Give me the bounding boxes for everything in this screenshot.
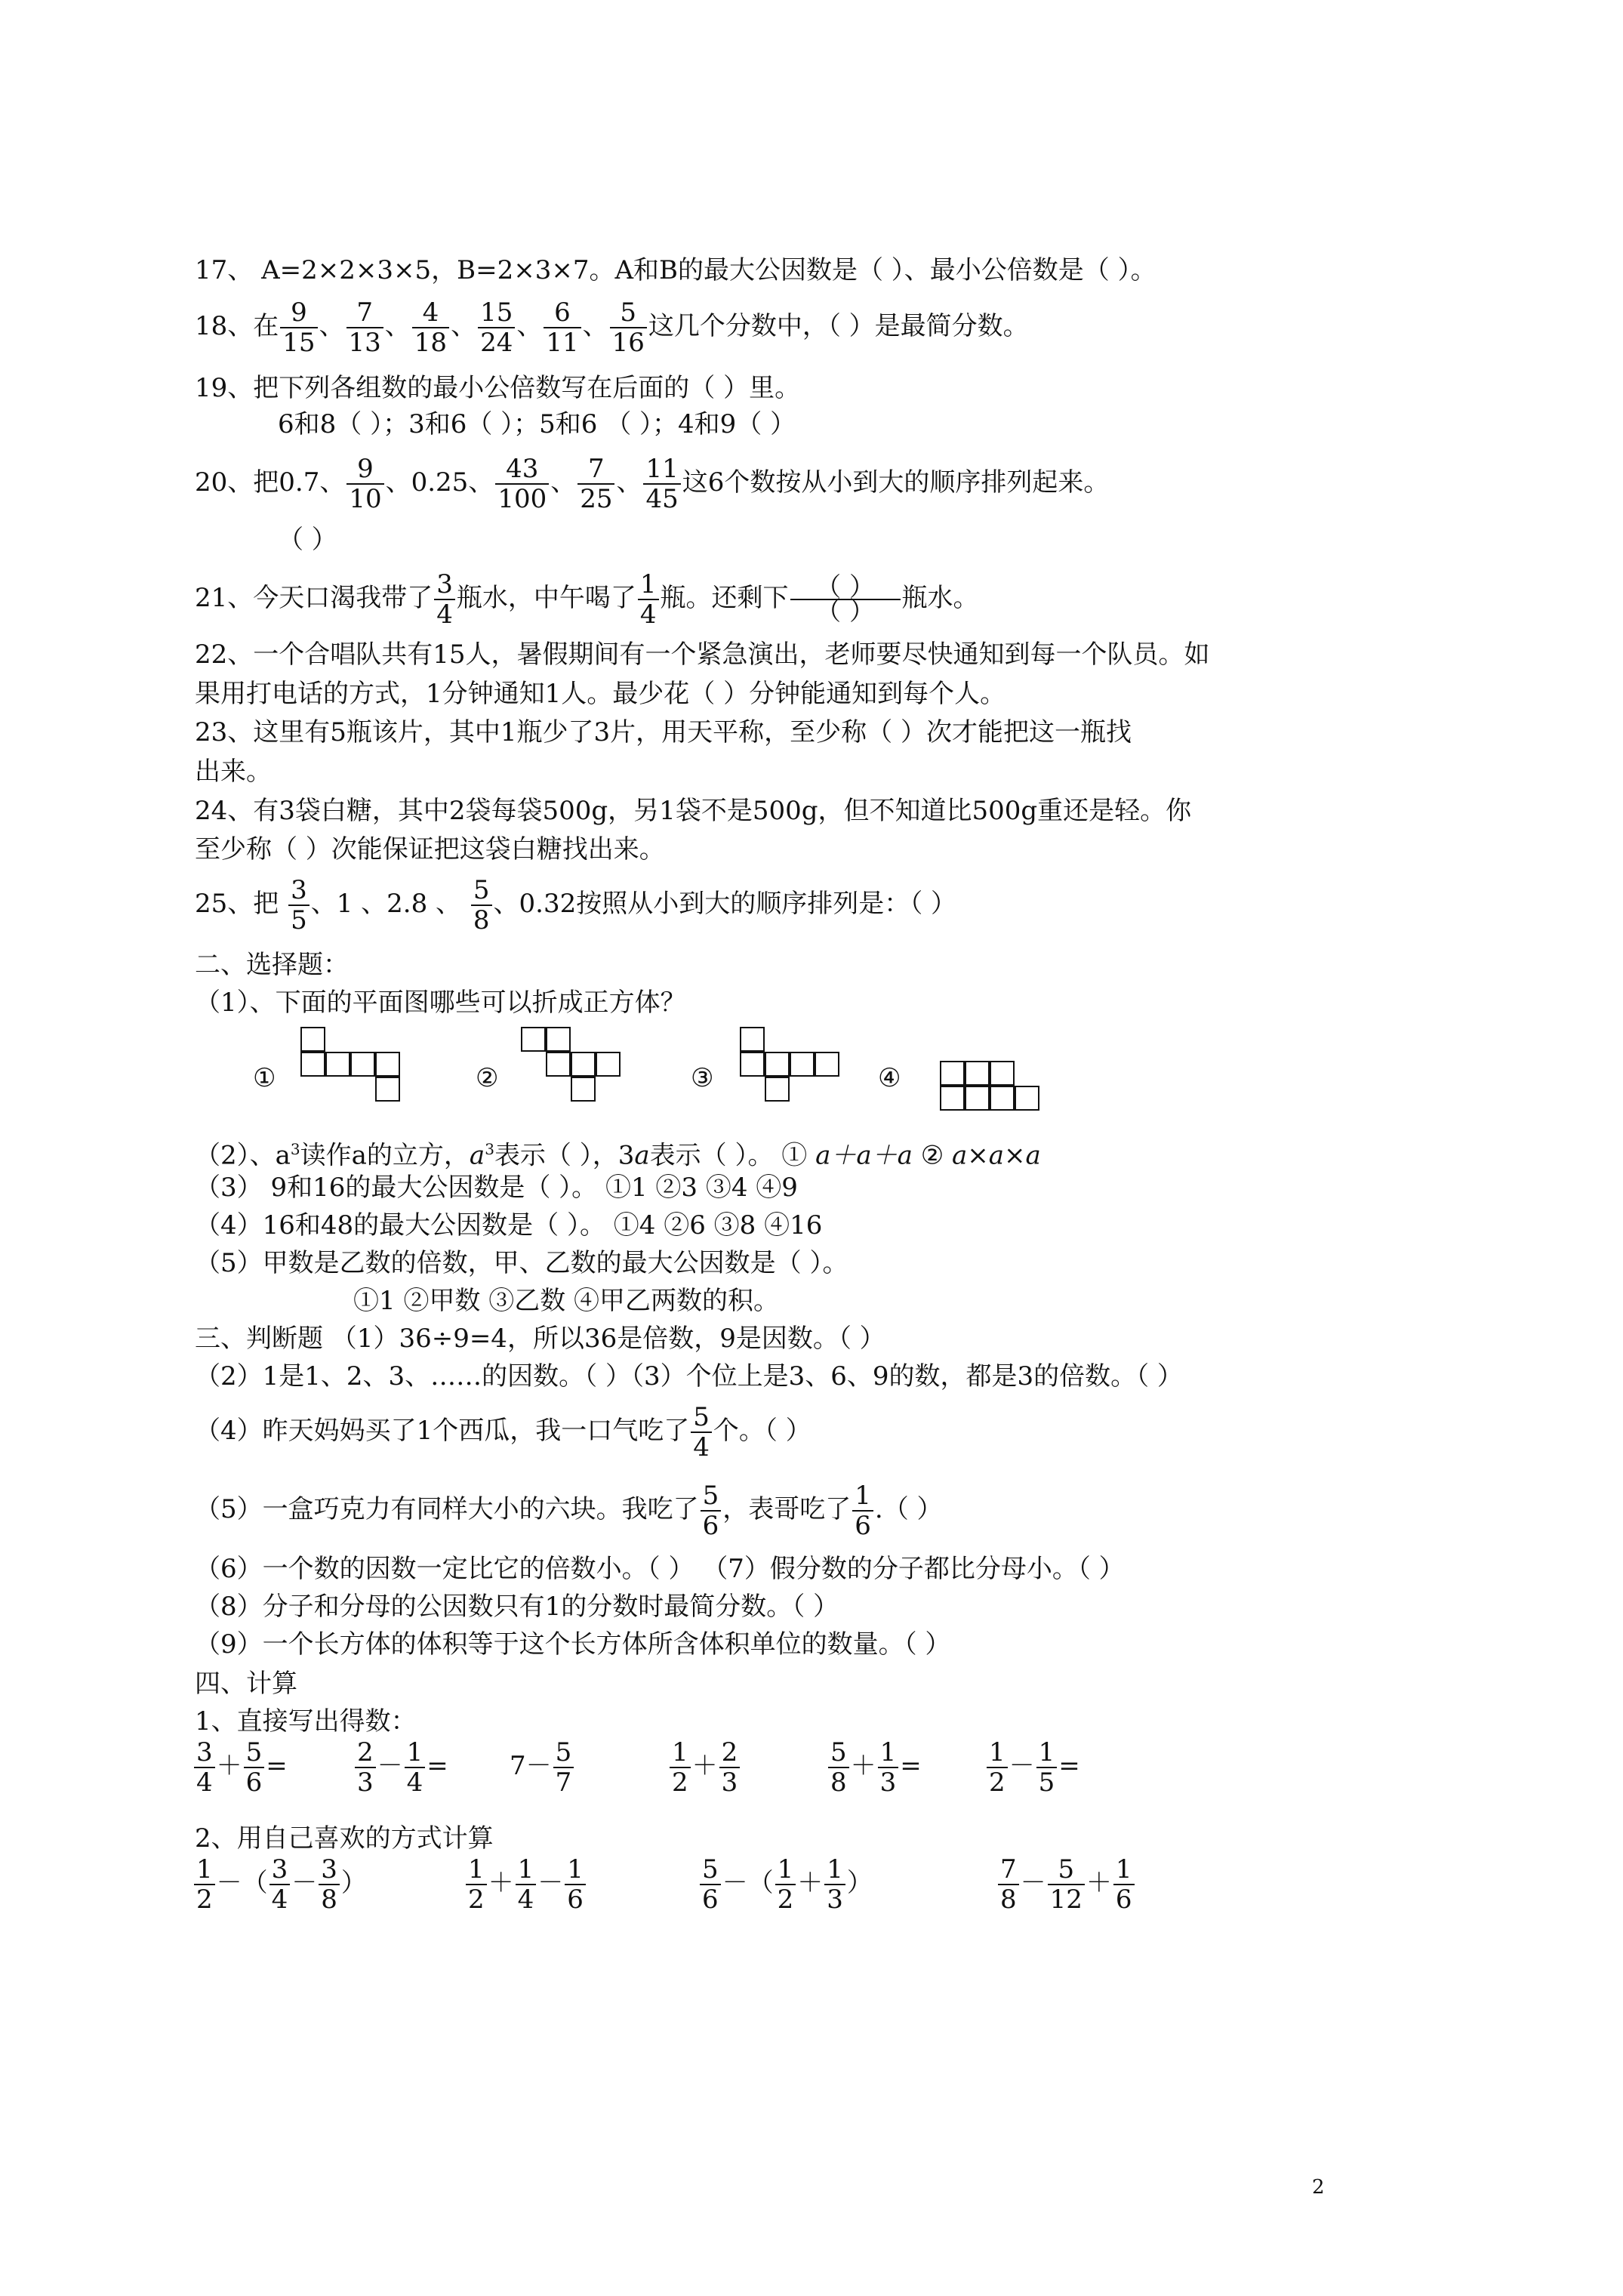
fraction: $\frac{15}{24}$ — [478, 298, 515, 357]
fraction: $\frac{6}{11}$ — [544, 298, 581, 357]
fraction: $\frac{5}{4}$ — [691, 1403, 712, 1462]
section-2-question-3: （3） 9和16的最大公因数是（ ）。 ①1 ②3 ③4 ④9 — [195, 1173, 798, 1203]
fraction: $\frac{1}{4}$ — [405, 1738, 426, 1797]
question-18: 18、在 $\frac{9}{15}$ 、 $\frac{7}{13}$ 、 $\frac{4}{18}$ 、 $\frac{15}{24}$ 、 $\frac{6}{11}$ 、 $\frac{5}{16}$ 这几个分数中，（ ）是最简分数。 — [195, 297, 1029, 358]
question-25: 25、把 $\frac{3}{5}$ 、1 、2.8 、 $\frac{5}{8}$ 、0.32按照从小到大的顺序排列是：（ ） — [195, 875, 957, 935]
fraction: $\frac{5}{8}$ — [828, 1738, 849, 1797]
section-3-title: 三、判断题 （1）36÷9=4，所以36是倍数，9是因数。（ ） — [195, 1324, 885, 1354]
fraction: $\frac{3}{4}$ — [194, 1738, 215, 1797]
question-22-line1: 22、一个合唱队共有15人，暑假期间有一个紧急演出，老师要尽快通知到每一个队员。如 — [195, 639, 1210, 670]
question-23-line2: 出来。 — [195, 757, 272, 787]
section-2-question-2: （2）、$a^3$读作a的立方，$a^3$表示（ ），3a表示（ ）。 ① a＋a＋a ② a×a×a — [195, 1140, 1041, 1171]
section-4-question-2: 2、用自己喜欢的方式计算 — [195, 1823, 494, 1854]
direct-calc-expression: $\frac{2}{3}$ － $\frac{1}{4}$ = — [353, 1738, 448, 1797]
fraction: $\frac{2}{3}$ — [355, 1738, 376, 1797]
fraction: $\frac{1}{6}$ — [852, 1481, 873, 1540]
fraction-blank[interactable]: （ ） （ ） — [790, 576, 901, 623]
calc-expression: $\frac{1}{2}$ ＋ $\frac{1}{4}$ － $\frac{1}{6}$ — [464, 1855, 587, 1914]
fraction: $\frac{1}{5}$ — [1036, 1738, 1058, 1797]
section-3-question-5: （5）一盒巧克力有同样大小的六块。我吃了 $\frac{5}{6}$ ，表哥吃了 $\frac{1}{6}$ .（ ） — [195, 1481, 943, 1541]
section-3-question-4: （4）昨天妈妈买了1个西瓜，我一口气吃了 $\frac{5}{4}$ 个。（ ） — [195, 1402, 812, 1462]
fraction: $\frac{5}{12}$ — [1048, 1855, 1085, 1914]
section-2-question-1: （1）、下面的平面图哪些可以折成正方体？ — [195, 988, 686, 1018]
question-23-line1: 23、这里有5瓶该片，其中1瓶少了3片，用天平称，至少称（ ）次才能把这一瓶找 — [195, 717, 1132, 747]
section-2-title: 二、选择题： — [195, 950, 349, 980]
fraction: $\frac{1}{2}$ — [775, 1855, 796, 1914]
fraction: $\frac{1}{2}$ — [670, 1738, 691, 1797]
calc-expression: $\frac{5}{6}$ －（ $\frac{1}{2}$ ＋ $\frac{1}{3}$ ） — [698, 1855, 873, 1914]
fraction: $\frac{1}{3}$ — [824, 1855, 845, 1914]
option-label-4: ④ — [878, 1063, 901, 1093]
question-17: 17、 A=2×2×3×5，B=2×3×7。A和B的最大公因数是（ ）、最小公倍数是（ ）。 — [195, 255, 1156, 285]
section-2-question-5: （5）甲数是乙数的倍数，甲、乙数的最大公因数是（ ）。 — [195, 1248, 848, 1278]
fraction: $\frac{1}{3}$ — [878, 1738, 899, 1797]
fraction: $\frac{7}{25}$ — [577, 455, 614, 513]
fraction: $\frac{1}{6}$ — [565, 1855, 586, 1914]
fraction: $\frac{3}{4}$ — [434, 570, 455, 629]
question-19-items: 6和8（ ）；3和6（ ）；5和6 （ ）；4和9（ ） — [278, 409, 796, 439]
section-4-title: 四、计算 — [195, 1669, 297, 1699]
fraction: $\frac{1}{2}$ — [194, 1855, 215, 1914]
direct-calc-expression: $\frac{5}{8}$ ＋ $\frac{1}{3}$ = — [827, 1738, 922, 1797]
fraction: $\frac{5}{7}$ — [553, 1738, 574, 1797]
question-22-line2: 果用打电话的方式，1分钟通知1人。最少花（ ）分钟能通知到每个人。 — [195, 679, 1006, 709]
fraction: $\frac{5}{6}$ — [700, 1855, 721, 1914]
section-3-question-9: （9）一个长方体的体积等于这个长方体所含体积单位的数量。（ ） — [195, 1629, 951, 1660]
section-3-question-2-3: （2）1是1、2、3、……的因数。（ ）（3）个位上是3、6、9的数，都是3的倍数。（ ） — [195, 1361, 1183, 1391]
fraction: $\frac{3}{8}$ — [319, 1855, 340, 1914]
option-label-1: ① — [253, 1063, 276, 1093]
section-4-question-1: 1、直接写出得数： — [195, 1706, 417, 1737]
section-2-question-4: （4）16和48的最大公因数是（ ）。 ①4 ②6 ③8 ④16 — [195, 1210, 823, 1240]
question-19: 19、把下列各组数的最小公倍数写在后面的（ ）里。 — [195, 373, 801, 403]
fraction: $\frac{9}{15}$ — [280, 298, 317, 357]
fraction: $\frac{1}{6}$ — [1113, 1855, 1135, 1914]
fraction: $\frac{3}{5}$ — [288, 876, 310, 935]
section-3-question-8: （8）分子和分母的公因数只有1的分数时最简分数。（ ） — [195, 1592, 839, 1622]
page-number: 2 — [1312, 2176, 1325, 2199]
fraction: $\frac{7}{13}$ — [346, 298, 383, 357]
section-2-question-5-options: ①1 ②甲数 ③乙数 ④甲乙两数的积。 — [353, 1286, 780, 1316]
fraction: $\frac{5}{16}$ — [610, 298, 647, 357]
question-20: 20、把0.7、 $\frac{9}{10}$ 、0.25、 $\frac{43}{100}$ 、 $\frac{7}{25}$ 、 $\frac{11}{45}$ 这6个数按从小到大的顺序排列起来。 — [195, 454, 1110, 514]
fraction: $\frac{5}{8}$ — [471, 876, 492, 935]
question-20-answer-blank[interactable]: （ ） — [278, 525, 337, 555]
fraction: $\frac{5}{6}$ — [244, 1738, 265, 1797]
fraction: $\frac{7}{8}$ — [998, 1855, 1019, 1914]
fraction: $\frac{2}{3}$ — [719, 1738, 741, 1797]
direct-calc-expression: $\frac{1}{2}$ － $\frac{1}{5}$ = — [985, 1738, 1080, 1797]
fraction: $\frac{1}{4}$ — [638, 570, 659, 629]
calc-expression: $\frac{1}{2}$ －（ $\frac{3}{4}$ － $\frac{3}{8}$ ） — [192, 1855, 367, 1914]
fraction: $\frac{43}{100}$ — [495, 455, 549, 513]
section-3-question-6-7: （6）一个数的因数一定比它的倍数小。（ ） （7）假分数的分子都比分母小。（ ） — [195, 1554, 1125, 1584]
fraction: $\frac{11}{45}$ — [643, 455, 680, 513]
fraction: $\frac{1}{2}$ — [987, 1738, 1008, 1797]
fraction: $\frac{9}{10}$ — [346, 455, 383, 513]
fraction: $\frac{1}{4}$ — [516, 1855, 537, 1914]
fraction: $\frac{4}{18}$ — [412, 298, 449, 357]
option-label-2: ② — [476, 1063, 499, 1093]
question-24-line2: 至少称（ ）次能保证把这袋白糖找出来。 — [195, 834, 665, 864]
direct-calc-expression: $\frac{3}{4}$ ＋ $\frac{5}{6}$ = — [192, 1738, 288, 1797]
direct-calc-expression: $\frac{1}{2}$ ＋ $\frac{2}{3}$ — [668, 1738, 741, 1797]
question-21: 21、今天口渴我带了 $\frac{3}{4}$ 瓶水，中午喝了 $\frac{1}{4}$ 瓶。还剩下 （ ） （ ） 瓶水。 — [195, 569, 979, 630]
calc-expression: $\frac{7}{8}$ － $\frac{5}{12}$ ＋ $\frac{1}{6}$ — [996, 1855, 1136, 1914]
option-label-3: ③ — [691, 1063, 714, 1093]
direct-calc-expression: 7－ $\frac{5}{7}$ — [510, 1738, 575, 1797]
question-24-line1: 24、有3袋白糖，其中2袋每袋500g，另1袋不是500g，但不知道比500g重还是轻。你 — [195, 796, 1192, 826]
fraction: $\frac{5}{6}$ — [701, 1481, 722, 1540]
fraction: $\frac{1}{2}$ — [466, 1855, 487, 1914]
fraction: $\frac{3}{4}$ — [269, 1855, 291, 1914]
